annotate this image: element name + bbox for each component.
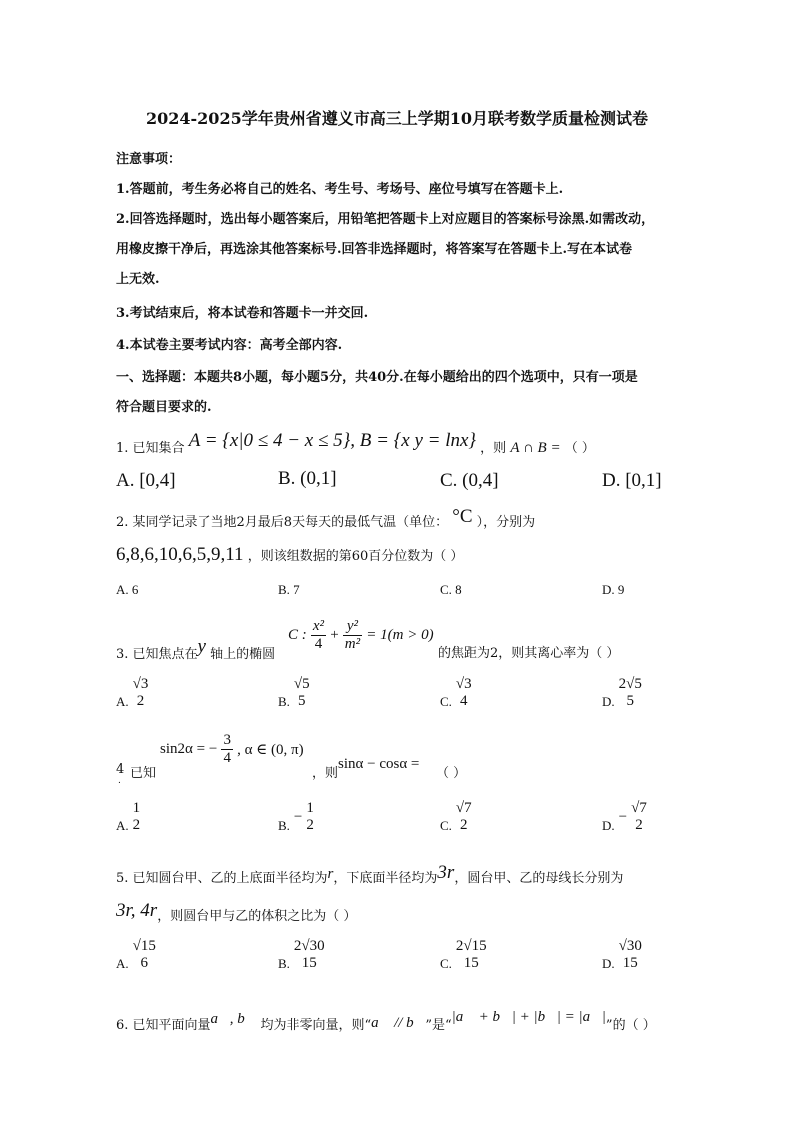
question-4-condition-denominator: 4 [223, 750, 231, 766]
question-4-option-c-label: C. [440, 818, 452, 833]
question-3-option-b-denominator: 5 [298, 693, 306, 709]
question-3-m-squared: m² [344, 636, 361, 652]
question-3-mid: 轴上的椭圆 [205, 647, 276, 662]
question-4-option-d-radicand: 7 [639, 800, 647, 816]
question-1-suffix-math: A ∩ B = [510, 440, 561, 456]
question-3-option-a-fraction [131, 676, 151, 710]
question-2-line-1: 2. 某同学记录了当地2月最后8天每天的最低气温（单位： [116, 515, 449, 530]
question-5-option-b-radicand: 30 [309, 938, 325, 954]
question-5-option-c-numerator [454, 938, 489, 955]
question-5-stem-line-1 [116, 862, 624, 888]
question-6-is: ”是“ [425, 1018, 452, 1033]
question-2-data: 6,8,6,10,6,5,9,11 [116, 544, 244, 565]
question-2-line-1-end: ），分别为 [476, 515, 536, 530]
question-3-option-c-numerator [454, 676, 474, 693]
question-5-option-a [116, 938, 158, 972]
question-4-option-c-denominator: 2 [460, 817, 468, 833]
notice-item-1: 1.答题前，考生务必将自己的姓名、考生号、考场号、座位号填写在答题卡上. [116, 182, 564, 197]
question-5-option-c-denominator: 15 [463, 955, 479, 971]
question-3-prefix: 3. 已知焦点在 [116, 647, 198, 662]
question-4-option-b-label: B. [278, 818, 290, 833]
question-3-option-a-radicand: 3 [140, 676, 149, 692]
question-4-option-a [116, 800, 142, 834]
question-5-option-c-fraction [454, 938, 489, 972]
question-3-stem [116, 636, 276, 664]
question-5-option-c [440, 938, 489, 972]
question-6-mid: 均为非零向量，则“ [256, 1018, 372, 1033]
notice-item-4: 4.本试卷主要考试内容：高考全部内容. [116, 338, 343, 353]
question-3-x-fraction [311, 618, 326, 653]
question-3-option-a-label: A. [116, 694, 129, 709]
question-4-condition [160, 732, 304, 767]
question-3-option-a-numerator [131, 676, 151, 693]
question-5-line-2: ，则圆台甲与乙的体积之比为（ ） [157, 909, 357, 924]
question-3-option-b-radicand: 5 [302, 676, 310, 692]
question-3-option-b-fraction [292, 676, 312, 710]
square-root-icon: √ [132, 676, 141, 692]
question-5-option-c-label: C. [440, 956, 452, 971]
question-3-equation-rest: = 1(m > 0) [366, 627, 434, 643]
square-root-icon: √ [132, 938, 141, 954]
question-6-prefix: 6. 已知平面向量 [116, 1018, 211, 1033]
question-4-option-a-denominator: 2 [132, 817, 141, 833]
question-5-option-a-numerator [131, 938, 158, 955]
question-3-ellipse-equation [288, 618, 434, 653]
question-3-option-c-label: C. [440, 694, 452, 709]
question-2-option-d: D. 9 [602, 582, 625, 597]
question-5-line-1-b: ，下底面半径均为 [333, 871, 438, 886]
question-2-unit: °C [452, 506, 473, 527]
question-1-option-a: A. [0,4] [116, 470, 176, 491]
question-3-option-c-radicand: 3 [464, 676, 472, 692]
question-1-option-c: C. (0,4] [440, 470, 499, 491]
question-4-option-b-numerator [304, 800, 316, 817]
question-6-vectors: a⃗, b⃗ [210, 1011, 257, 1027]
question-4-option-a-numerator [131, 800, 143, 817]
question-2-option-a: A. 6 [116, 582, 139, 597]
question-4-option-b-radicand: 1 [306, 800, 314, 816]
question-3-suffix: 的焦距为2，则其离心率为（ ） [438, 646, 620, 661]
question-3-option-c-fraction [454, 676, 474, 710]
question-4-option-c-numerator [454, 800, 474, 817]
question-4-option-c-fraction [454, 800, 474, 834]
question-4-number: 4 [116, 762, 125, 777]
question-2-option-b: B. 7 [278, 582, 300, 597]
question-2-stem-line-1 [116, 506, 536, 532]
question-6-condition: |a⃗ + b⃗| + |b⃗| = |a⃗| [451, 1009, 606, 1025]
question-5-option-b-denominator: 15 [301, 955, 317, 971]
question-4-option-d-label: D. [602, 818, 615, 833]
question-4-mid: ，则 [312, 766, 339, 781]
square-root-icon: √ [626, 676, 635, 692]
square-root-icon: √ [618, 938, 627, 954]
question-5-option-d-fraction [617, 938, 644, 972]
question-5-line-1-c: ，圆台甲、乙的母线长分别为 [454, 871, 624, 886]
question-4-option-a-label: A. [116, 818, 129, 833]
question-4-condition-fraction [221, 732, 233, 767]
question-5-option-b-fraction [292, 938, 327, 972]
question-1-formula: A = {x|0 ≤ 4 − x ≤ 5}, B = {x y = lnx} [188, 430, 477, 451]
question-4-option-b-sign: − [293, 808, 303, 825]
question-3-option-a-denominator: 2 [136, 693, 145, 709]
square-root-icon: √ [455, 676, 465, 692]
question-4-option-d-numerator [629, 800, 649, 817]
question-2-line-2: ，则该组数据的第60百分位数为（ ） [247, 549, 464, 564]
question-4-dot: . [118, 776, 121, 786]
notice-heading: 注意事项： [116, 152, 182, 167]
question-6-parallel: a⃗ // b⃗ [371, 1015, 426, 1031]
question-1-prefix: 1. 已知集合 [116, 441, 185, 456]
question-3-option-a [116, 676, 150, 710]
notice-item-2-line-2: 用橡皮擦干净后，再选涂其他答案标号.回答非选择题时，将答案写在答题卡上.写在本试卷 [116, 242, 633, 257]
section-1-heading-line-2: 符合题目要求的. [116, 400, 212, 415]
section-1-heading-line-1: 一、选择题：本题共8小题，每小题5分，共40分.在每小题给出的四个选项中，只有一项是 [116, 370, 638, 385]
question-6-suffix: ”的（ ） [605, 1018, 656, 1033]
question-4-condition-right: , α ∈ (0, π) [237, 742, 304, 758]
question-5-option-a-radicand: 15 [140, 938, 156, 954]
question-5-option-a-denominator: 6 [140, 955, 148, 971]
question-5-option-a-label: A. [116, 956, 129, 971]
question-3-option-c [440, 676, 474, 710]
question-5-option-d-label: D. [602, 956, 615, 971]
question-3-option-d-denominator: 5 [626, 693, 634, 709]
question-5-option-d-denominator: 15 [622, 955, 638, 971]
question-1-option-b: B. (0,1] [278, 468, 337, 489]
question-2-option-c: C. 8 [440, 582, 462, 597]
question-4-prefix: 已知 [130, 766, 157, 781]
question-3-option-b [278, 676, 312, 710]
question-3-axis: y [197, 636, 206, 657]
question-4-condition-numerator: 3 [223, 732, 231, 748]
question-5-option-c-coefficient: 2 [455, 938, 464, 954]
question-5-r: r [327, 866, 334, 882]
question-3-option-d-numerator [617, 676, 644, 693]
notice-item-2-line-3: 上无效. [116, 272, 160, 287]
question-4-option-d-denominator: 2 [635, 817, 643, 833]
question-4-option-b [278, 800, 316, 834]
question-4-option-a-radicand: 1 [132, 800, 141, 816]
question-4-option-c [440, 800, 474, 834]
question-3-ellipse-c: C : [288, 627, 307, 643]
question-5-option-a-fraction [131, 938, 158, 972]
question-4-option-c-radicand: 7 [464, 800, 472, 816]
question-3-option-d [602, 676, 644, 710]
question-3-option-d-radicand: 5 [634, 676, 642, 692]
question-3-option-d-fraction [617, 676, 644, 710]
square-root-icon: √ [293, 676, 303, 692]
question-2-stem-line-2 [116, 544, 463, 566]
question-5-option-d [602, 938, 644, 972]
question-1-paren: （ ） [564, 441, 595, 456]
question-4-expression: sinα − cosα = [338, 756, 420, 772]
question-3-x-squared: x² [312, 618, 325, 634]
question-5-option-d-radicand: 30 [626, 938, 642, 954]
question-3-option-d-label: D. [602, 694, 615, 709]
question-4-option-d-sign: − [618, 808, 628, 825]
question-5-lengths: 3r, 4r [116, 900, 158, 921]
question-1-option-d: D. [0,1] [602, 470, 662, 491]
question-3-y-fraction [343, 618, 362, 653]
page-title: 2024-2025学年贵州省遵义市高三上学期10月联考数学质量检测试卷 [146, 109, 648, 128]
square-root-icon: √ [301, 938, 310, 954]
question-5-option-b-label: B. [278, 956, 290, 971]
question-1-stem [116, 430, 595, 458]
notice-item-2-line-1: 2.回答选择题时，选出每小题答案后，用铅笔把答题卡上对应题目的答案标号涂黑.如需改动， [116, 212, 655, 227]
question-3-option-b-numerator [292, 676, 312, 693]
question-4-option-a-fraction [131, 800, 143, 834]
plus-sign: + [330, 627, 339, 643]
question-3-option-d-coefficient: 2 [618, 676, 627, 692]
notice-item-3: 3.考试结束后，将本试卷和答题卡一并交回. [116, 306, 369, 321]
question-4-paren: （ ） [436, 766, 467, 781]
question-3-option-b-label: B. [278, 694, 290, 709]
question-5-option-b-coefficient: 2 [293, 938, 302, 954]
question-5-option-b [278, 938, 327, 972]
question-1-suffix-text: ，则 [480, 441, 507, 456]
question-4-option-d [602, 800, 649, 834]
question-5-option-c-radicand: 15 [471, 938, 487, 954]
question-5-line-1-a: 5. 已知圆台甲、乙的上底面半径均为 [116, 871, 328, 886]
question-5-3r: 3r [437, 862, 455, 883]
question-3-option-c-denominator: 4 [460, 693, 468, 709]
question-4-option-b-denominator: 2 [306, 817, 314, 833]
question-4-option-b-fraction [304, 800, 316, 834]
question-4-condition-left: sin2α = − [160, 741, 218, 757]
square-root-icon: √ [631, 800, 640, 816]
question-3-y-squared: y² [346, 618, 359, 634]
question-5-option-d-numerator [617, 938, 644, 955]
square-root-icon: √ [463, 938, 472, 954]
square-root-icon: √ [455, 800, 465, 816]
question-3-denominator-4: 4 [311, 635, 326, 653]
question-4-option-d-fraction [629, 800, 649, 834]
question-6-stem [116, 1009, 656, 1034]
question-5-option-b-numerator [292, 938, 327, 955]
question-5-stem-line-2 [116, 900, 357, 926]
